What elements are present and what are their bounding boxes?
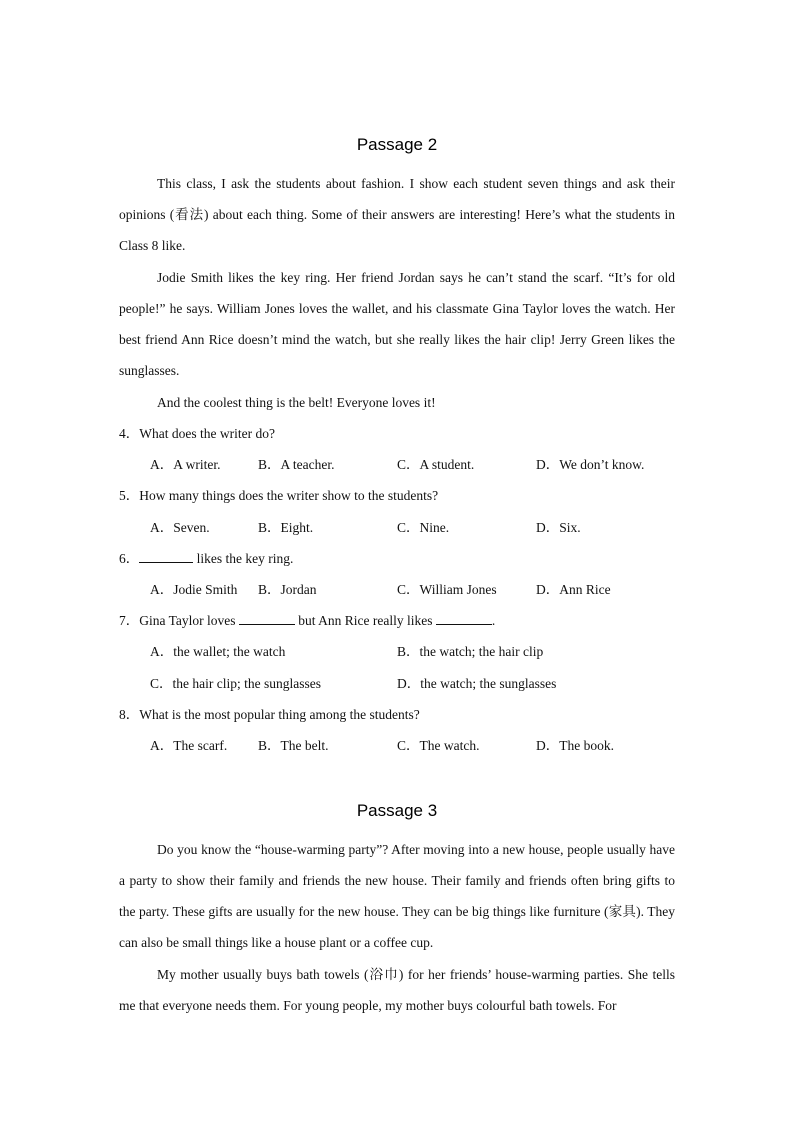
option-8b[interactable]: B．The belt. [258,738,329,753]
question-text-start: Gina Taylor loves [139,613,236,628]
option-7c[interactable]: C．the hair clip; the sunglasses [150,676,321,691]
option-4b[interactable]: B．A teacher. [258,457,335,472]
question-number: 6． [119,551,140,566]
passage-2-title: Passage 2 [356,135,438,154]
passage-3-title: Passage 3 [356,801,438,820]
question-5 [119,487,438,505]
question-6 [119,550,293,568]
option-8a[interactable]: A．The scarf. [150,738,228,753]
passage-2-paragraph-2: Jodie Smith likes the key ring. Her friend Jordan says he can’t stand the scarf. “It’s for old people!” he says. William Jones loves the wallet, and his classmate Gina Taylor loves the watch. Her best friend Ann Rice doesn’t mind the watch, but she really likes the hair clip! Jerry Green likes the sunglasses. [119,270,675,378]
option-4d[interactable]: D．We don’t know. [536,457,645,472]
option-7b[interactable]: B．the watch; the hair clip [397,644,544,659]
question-number: 8． [119,707,140,722]
question-7 [119,612,495,630]
option-7a[interactable]: A．the wallet; the watch [150,644,286,659]
passage-2-paragraph-1: This class, I ask the students about fashion. I show each student seven things and ask their opinions (看法) about each thing. Some of their answers are interesting! Here’s what the students in Class 8 like. [119,176,675,253]
option-5a[interactable]: A．Seven. [150,520,210,535]
option-6c[interactable]: C．William Jones [397,582,497,597]
passage-2-paragraph-3: And the coolest thing is the belt! Everyone loves it! [157,395,436,410]
question-text: How many things does the writer show to the students? [139,488,439,503]
option-4c[interactable]: C．A student. [397,457,475,472]
option-5c[interactable]: C．Nine. [397,520,450,535]
question-number: 4． [119,426,140,441]
question-number: 7． [119,613,140,628]
answer-blank-2[interactable] [436,612,492,625]
question-8 [119,706,420,724]
answer-blank[interactable] [139,550,193,563]
option-8d[interactable]: D．The book. [536,738,614,753]
question-4 [119,425,275,443]
passage-3-paragraph-1: Do you know the “house-warming party”? After moving into a new house, people usually have a party to show their family and friends the new house. Their family and friends often bring gifts to the party. These gifts are usually for the new house. They can be big things like furniture (家具). They can also be small things like a house plant or a coffee cup. [119,842,675,950]
option-5d[interactable]: D．Six. [536,520,581,535]
option-6b[interactable]: B．Jordan [258,582,317,597]
option-6d[interactable]: D．Ann Rice [536,582,611,597]
question-number: 5． [119,488,140,503]
option-6a[interactable]: A．Jodie Smith [150,582,238,597]
question-text: What does the writer do? [139,426,275,441]
question-text: likes the key ring. [196,551,294,566]
question-text-middle: but Ann Rice really likes [298,613,433,628]
passage-3-paragraph-2: My mother usually buys bath towels (浴巾) for her friends’ house-warming parties. She tells me that everyone needs them. For young people, my mother buys colourful bath towels. For [119,967,675,1013]
question-text-end: . [491,613,496,628]
option-7d[interactable]: D．the watch; the sunglasses [397,676,557,691]
option-4a[interactable]: A．A writer. [150,457,221,472]
answer-blank-1[interactable] [239,612,295,625]
option-8c[interactable]: C．The watch. [397,738,480,753]
option-5b[interactable]: B．Eight. [258,520,314,535]
question-text: What is the most popular thing among the students? [139,707,420,722]
